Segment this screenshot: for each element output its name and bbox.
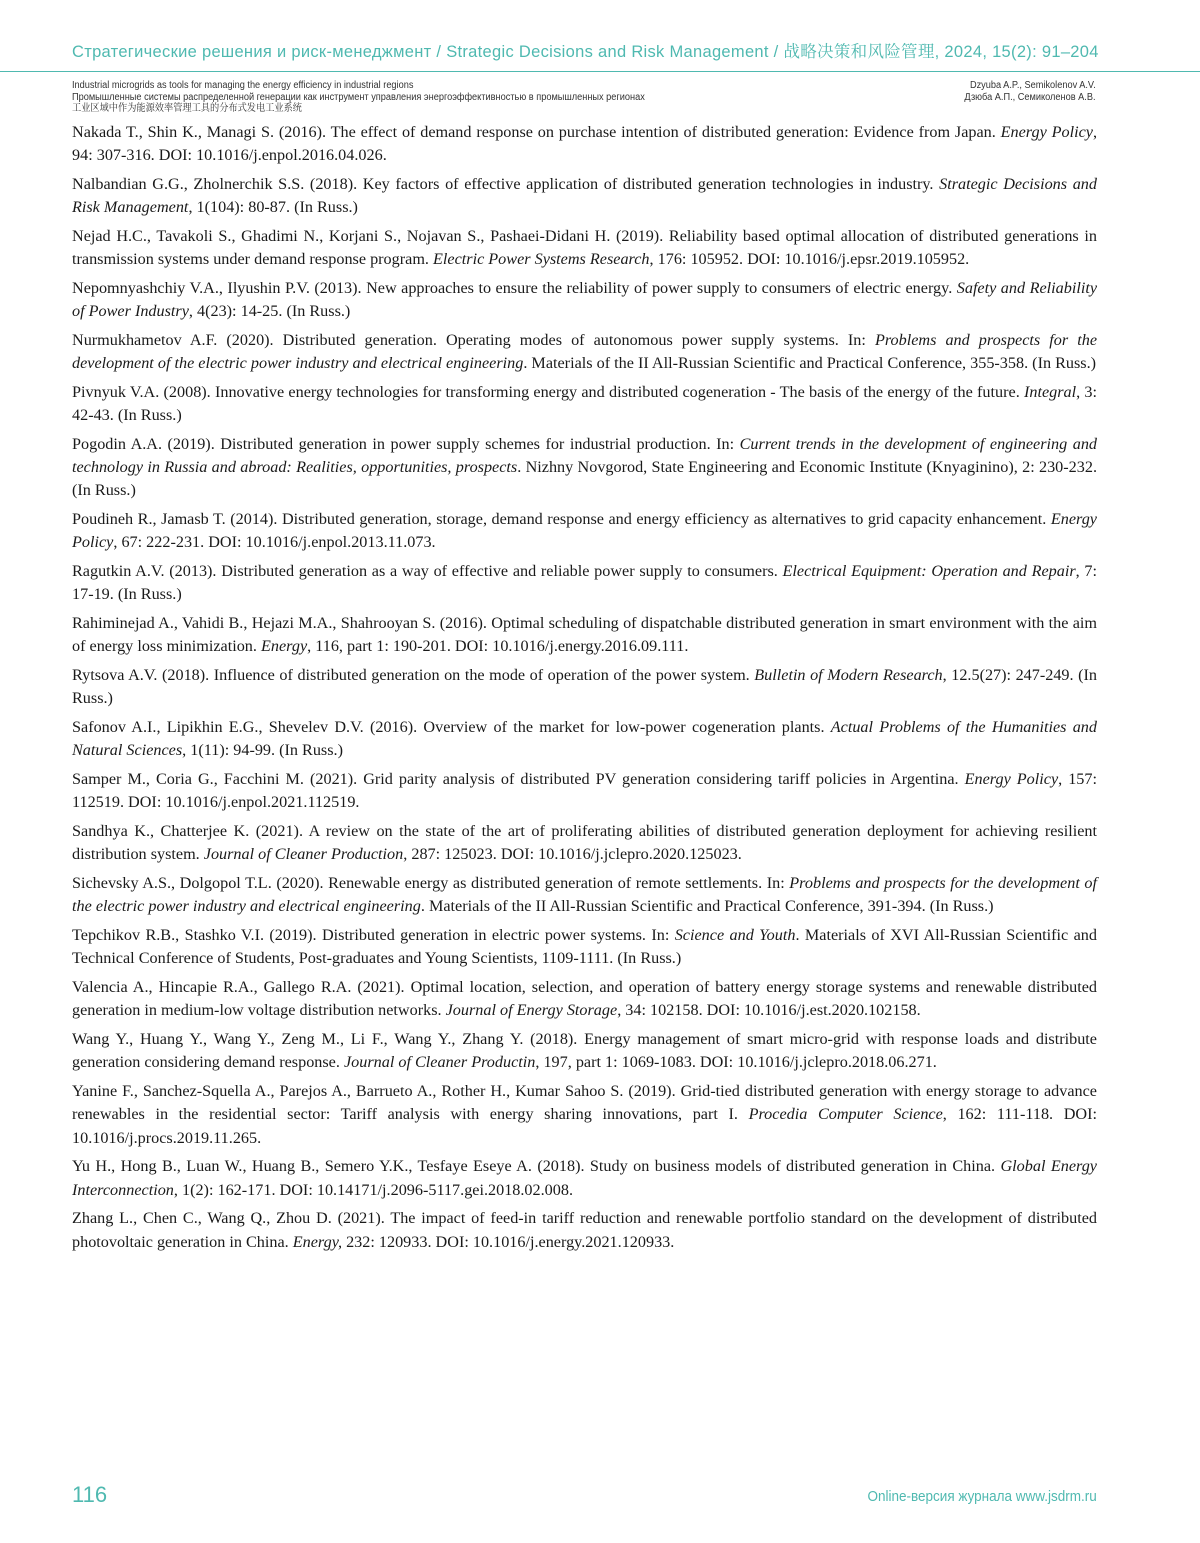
reference-text: Pogodin A.A. (2019). Distributed generation in power supply schemes for industrial production. In: xyxy=(72,435,740,453)
reference-venue: Journal of Cleaner Production xyxy=(203,845,404,864)
reference-details: . Materials of the II All-Russian Scientific and Practical Conference, 391-394. (In Russ.) xyxy=(420,897,994,916)
reference-venue: Problems and prospects for the development of the electric power industry and electrical engineering xyxy=(72,331,1097,373)
reference-item xyxy=(72,277,1097,323)
reference-details: , 1(11): 94-99. (In Russ.) xyxy=(182,741,343,760)
reference-venue: Current trends in the development of engineering and technology in Russia and abroad: Realities, opportunities, prospects xyxy=(72,435,1098,477)
reference-details: , 67: 222-231. DOI: 10.1016/j.enpol.2013.11.073. xyxy=(113,533,436,552)
reference-item xyxy=(72,976,1097,1022)
reference-details: , 157: 112519. DOI: 10.1016/j.enpol.2021.112519. xyxy=(72,770,1097,812)
article-title-ru: Промышленные системы распределенной генерации как инструмент управления энергоэффективностью в промышленных регионах xyxy=(72,91,645,103)
reference-details: 232: 120933. DOI: 10.1016/j.energy.2021.120933. xyxy=(342,1232,675,1251)
reference-venue: Journal of Energy Storage xyxy=(445,1001,618,1020)
reference-details: , 12.5(27): 247-249. (In Russ.) xyxy=(72,666,1097,708)
reference-venue: Global Energy Interconnection xyxy=(72,1157,1097,1199)
reference-details: , 197, part 1: 1069-1083. DOI: 10.1016/j.jclepro.2018.06.271. xyxy=(535,1053,937,1072)
reference-venue: Problems and prospects for the development of the electric power industry and electrical engineering xyxy=(72,874,1097,916)
reference-item xyxy=(72,612,1097,658)
reference-details: . Materials of XVI All-Russian Scientific and Technical Conference of Students, Post-graduates and Young Scientists, 1109-1111. (In Russ.) xyxy=(72,926,1097,968)
reference-text: Yanine F., Sanchez-Squella A., Parejos A., Barrueto A., Rother H., Kumar Sahoo S. (2019). Grid-tied distributed generation with energy storage to advance renewables in the residential sector: Tariff analysis with energy sharing innovations, part I. xyxy=(72,1082,1097,1124)
reference-item xyxy=(72,1028,1097,1074)
reference-item xyxy=(72,820,1097,866)
reference-item xyxy=(72,173,1097,219)
reference-item xyxy=(72,1155,1097,1201)
reference-venue: Procedia Computer Science xyxy=(748,1105,943,1124)
reference-venue: Journal of Cleaner Productin xyxy=(343,1053,536,1072)
reference-details: , 176: 105952. DOI: 10.1016/j.epsr.2019.105952. xyxy=(649,250,970,269)
reference-text: Nepomnyashchiy V.A., Ilyushin P.V. (2013). New approaches to ensure the reliability of power supply to consumers of electric energy. xyxy=(72,279,957,297)
reference-details: , 3: 42-43. (In Russ.) xyxy=(72,383,1097,425)
reference-text: Nalbandian G.G., Zholnerchik S.S. (2018). Key factors of effective application of distributed generation technologies in industry. xyxy=(72,175,940,193)
running-head xyxy=(72,80,1096,115)
reference-venue: Science and Youth xyxy=(674,926,796,945)
reference-text: Poudineh R., Jamasb T. (2014). Distributed generation, storage, demand response and energy efficiency as alternatives to grid capacity enhancement. xyxy=(72,510,1051,529)
reference-item xyxy=(72,329,1097,375)
reference-details: , 287: 125023. DOI: 10.1016/j.jclepro.2020.125023. xyxy=(403,845,742,864)
reference-item xyxy=(72,433,1097,503)
reference-details: . Nizhny Novgorod, State Engineering and Economic Institute (Knyaginino), 2: 230-232. (In Russ.) xyxy=(72,458,1097,500)
reference-details: , 7: 17-19. (In Russ.) xyxy=(72,562,1097,604)
reference-venue: Energy, xyxy=(292,1232,343,1251)
reference-venue: Integral xyxy=(1023,383,1077,401)
article-title-en: Industrial microgrids as tools for managing the energy efficiency in industrial regions xyxy=(72,80,414,91)
reference-text: Rytsova A.V. (2018). Influence of distributed generation on the mode of operation of the power system. xyxy=(72,666,755,685)
reference-text: Samper M., Coria G., Facchini M. (2021). Grid parity analysis of distributed PV generation considering tariff policies in Argentina. xyxy=(72,770,965,789)
reference-venue: Safety and Reliability of Power Industry xyxy=(72,279,1098,321)
reference-details: , 4(23): 14-25. (In Russ.) xyxy=(188,302,351,321)
reference-details: . Materials of the II All-Russian Scientific and Practical Conference, 355-358. (In Russ.) xyxy=(523,354,1097,373)
reference-text: Ragutkin A.V. (2013). Distributed generation as a way of effective and reliable power supply to consumers. xyxy=(72,562,783,581)
reference-venue: Bulletin of Modern Research xyxy=(754,666,943,685)
reference-text: Safonov A.I., Lipikhin E.G., Shevelev D.V. (2016). Overview of the market for low-power cogeneration plants. xyxy=(72,718,831,737)
reference-list xyxy=(72,121,1097,1259)
reference-item xyxy=(72,1080,1097,1150)
reference-text: Zhang L., Chen C., Wang Q., Zhou D. (2021). The impact of feed-in tariff reduction and renewable portfolio standard on the development of distributed photovoltaic generation in China. xyxy=(72,1209,1097,1251)
reference-details: , 34: 102158. DOI: 10.1016/j.est.2020.102158. xyxy=(617,1001,921,1020)
reference-text: Nejad H.C., Tavakoli S., Ghadimi N., Korjani S., Nojavan S., Pashaei-Didani H. (2019). Reliability based optimal allocation of distributed generations in transmission systems under demand response program. xyxy=(72,227,1097,269)
reference-text: Wang Y., Huang Y., Wang Y., Zeng M., Li F., Wang Y., Zhang Y. (2018). Energy management of smart micro-grid with response loads and distribute generation considering demand response. xyxy=(72,1030,1097,1072)
reference-text: Sandhya K., Chatterjee K. (2021). A review on the state of the art of proliferating abilities of distributed generation deployment for achieving resilient distribution system. xyxy=(72,822,1097,864)
reference-venue: Strategic Decisions and Risk Management xyxy=(72,175,1097,217)
header-divider xyxy=(0,71,1200,72)
footer-website-link[interactable]: Online-версия журнала www.jsdrm.ru xyxy=(867,1488,1097,1505)
reference-venue: Energy xyxy=(260,637,308,656)
reference-details: , 94: 307-316. DOI: 10.1016/j.enpol.2016.04.026. xyxy=(72,123,1097,165)
reference-venue: Energy Policy xyxy=(72,510,1097,552)
reference-text: Pivnyuk V.A. (2008). Innovative energy technologies for transforming energy and distributed cogeneration - The basis of the energy of the future. xyxy=(72,383,1024,401)
reference-item xyxy=(72,225,1097,271)
reference-item xyxy=(72,768,1097,814)
reference-item xyxy=(72,121,1097,167)
reference-item xyxy=(72,560,1097,606)
reference-text: Yu H., Hong B., Luan W., Huang B., Semero Y.K., Tesfaye Eseye A. (2018). Study on business models of distributed generation in China. xyxy=(72,1157,1001,1176)
reference-venue: Electric Power Systems Research xyxy=(433,250,650,269)
page-number: 116 xyxy=(72,1482,108,1507)
reference-item xyxy=(72,508,1097,554)
reference-details: , 1(104): 80-87. (In Russ.) xyxy=(188,198,358,217)
reference-venue: Electrical Equipment: Operation and Repair xyxy=(782,562,1076,581)
reference-item xyxy=(72,872,1097,918)
reference-venue: Energy Policy xyxy=(1000,123,1093,141)
journal-header: Стратегические решения и риск-менеджмент / Strategic Decisions and Risk Management / 战略决策和风险管理, 2024, 15(2): 91–204 xyxy=(72,43,1099,61)
reference-details: , 1(2): 162-171. DOI: 10.14171/j.2096-5117.gei.2018.02.008. xyxy=(173,1180,573,1199)
reference-item xyxy=(72,1207,1097,1253)
reference-text: Valencia A., Hincapie R.A., Gallego R.A. (2021). Optimal location, selection, and operation of battery energy storage systems and renewable distributed generation in medium-low voltage distribution networks. xyxy=(72,978,1097,1020)
reference-text: Sichevsky A.S., Dolgopol T.L. (2020). Renewable energy as distributed generation of remote settlements. In: xyxy=(72,874,790,893)
article-title-zh: 工业区域中作为能源效率管理工具的分布式发电工业系统 xyxy=(72,103,302,114)
authors-ru: Дзюба А.П., Семиколенов А.В. xyxy=(964,91,1096,103)
reference-text: Tepchikov R.B., Stashko V.I. (2019). Distributed generation in electric power systems. In: xyxy=(72,926,675,945)
reference-item xyxy=(72,716,1097,762)
reference-venue: Actual Problems of the Humanities and Natural Sciences xyxy=(72,718,1097,760)
reference-item xyxy=(72,664,1097,710)
reference-details: , 116, part 1: 190-201. DOI: 10.1016/j.energy.2016.09.111. xyxy=(307,637,689,656)
reference-venue: Energy Policy xyxy=(964,770,1059,789)
reference-details: , 162: 111-118. DOI: 10.1016/j.procs.2019.11.265. xyxy=(72,1105,1097,1147)
reference-text: Nakada T., Shin K., Managi S. (2016). The effect of demand response on purchase intention of distributed generation: Evidence from Japan. xyxy=(72,123,1001,141)
authors-en: Dzyuba A.P., Semikolenov A.V. xyxy=(970,80,1096,91)
reference-item xyxy=(72,381,1097,427)
reference-text: Rahiminejad A., Vahidi B., Hejazi M.A., Shahrooyan S. (2016). Optimal scheduling of dispatchable distributed generation in smart environment with the aim of energy loss minimization. xyxy=(72,614,1097,656)
reference-item xyxy=(72,924,1097,970)
reference-text: Nurmukhametov A.F. (2020). Distributed generation. Operating modes of autonomous power supply systems. In: xyxy=(72,331,875,349)
